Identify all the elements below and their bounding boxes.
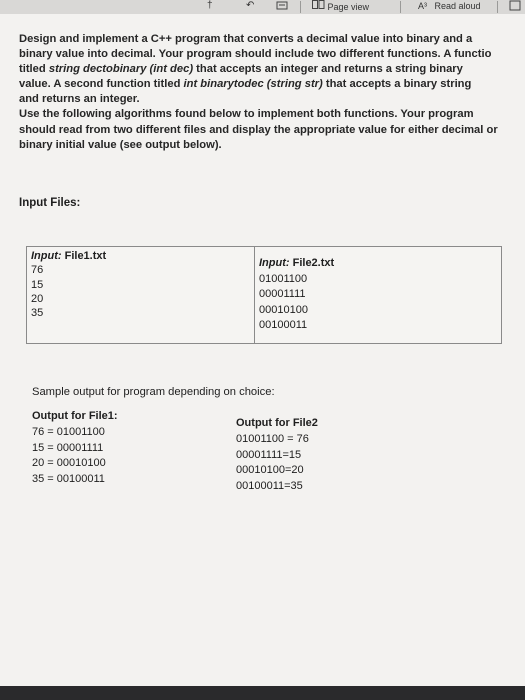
sample-output-title: Sample output for program depending on choice: [32,386,275,398]
output-file2-line: 01001100 = 76 [236,432,309,445]
read-aloud-button[interactable] [418,0,481,14]
output-file1-line: 15 = 00001111 [32,441,104,454]
output-file2-line: 00010100=20 [236,464,304,477]
more-icon[interactable] [509,0,521,14]
intro-line: value. A second function titled int binarytodec (string str) that accepts a binary string [19,78,472,91]
reader-toolbar [0,0,525,15]
undo-icon[interactable]: ↶ [246,0,255,11]
output-file2 [236,416,318,495]
file1-value: 15 [31,278,44,291]
intro-line: Design and implement a C++ program that converts a decimal value into binary and a [19,33,473,45]
file1-name: File1.txt [64,250,107,262]
intro-line: titled string dectobinary (int dec) that accepts an integer and returns a string binary [19,63,463,76]
page-view-label: Page view [327,2,370,12]
file2-value: 00010100 [259,303,308,316]
output-file1-line: 35 = 00100011 [32,473,105,486]
output-file1-line: 20 = 00010100 [32,457,106,470]
read-aloud-label: Read aloud [434,1,481,11]
page-view-button[interactable] [312,0,369,14]
file1-value: 76 [31,264,44,277]
output-file1 [32,409,118,488]
input-files-table [26,246,502,344]
input-files-heading: Input Files: [19,197,81,209]
assignment-paragraph [19,32,519,153]
read-aloud-icon: A³ [418,1,427,11]
intro-line: and returns an integer. [19,93,140,106]
file2-header [259,256,334,272]
page-view-icon [312,2,328,12]
file1-value: 35 [31,307,44,320]
file1-label: Input: [31,250,62,262]
intro-line: should read from two different files and display the appropriate value for either decimal or [19,123,498,136]
file1-value: 20 [31,292,44,305]
file1-cell [27,247,255,343]
cursor-icon[interactable]: † [207,0,213,11]
file2-value: 01001100 [259,272,308,285]
file2-value: 00001111 [259,288,306,301]
output-file2-line: 00001111=15 [236,448,302,461]
bottom-edge [0,686,525,700]
file2-cell [255,247,501,343]
output-file2-header: Output for File2 [236,417,318,429]
file2-name: File2.txt [292,257,335,269]
intro-line: binary initial value (see output below). [19,138,222,151]
file2-label: Input: [259,257,290,269]
intro-line: binary value into decimal. Your program should include two different functions. A functio [19,48,492,61]
file2-value: 00100011 [259,319,308,332]
output-file1-line: 76 = 01001100 [32,425,105,438]
highlight-icon[interactable] [276,0,288,14]
intro-line: Use the following algorithms found below to implement both functions. Your program [19,108,474,121]
file1-header [31,249,106,263]
output-file2-line: 00100011=35 [236,480,303,493]
output-file1-header: Output for File1: [32,410,118,422]
